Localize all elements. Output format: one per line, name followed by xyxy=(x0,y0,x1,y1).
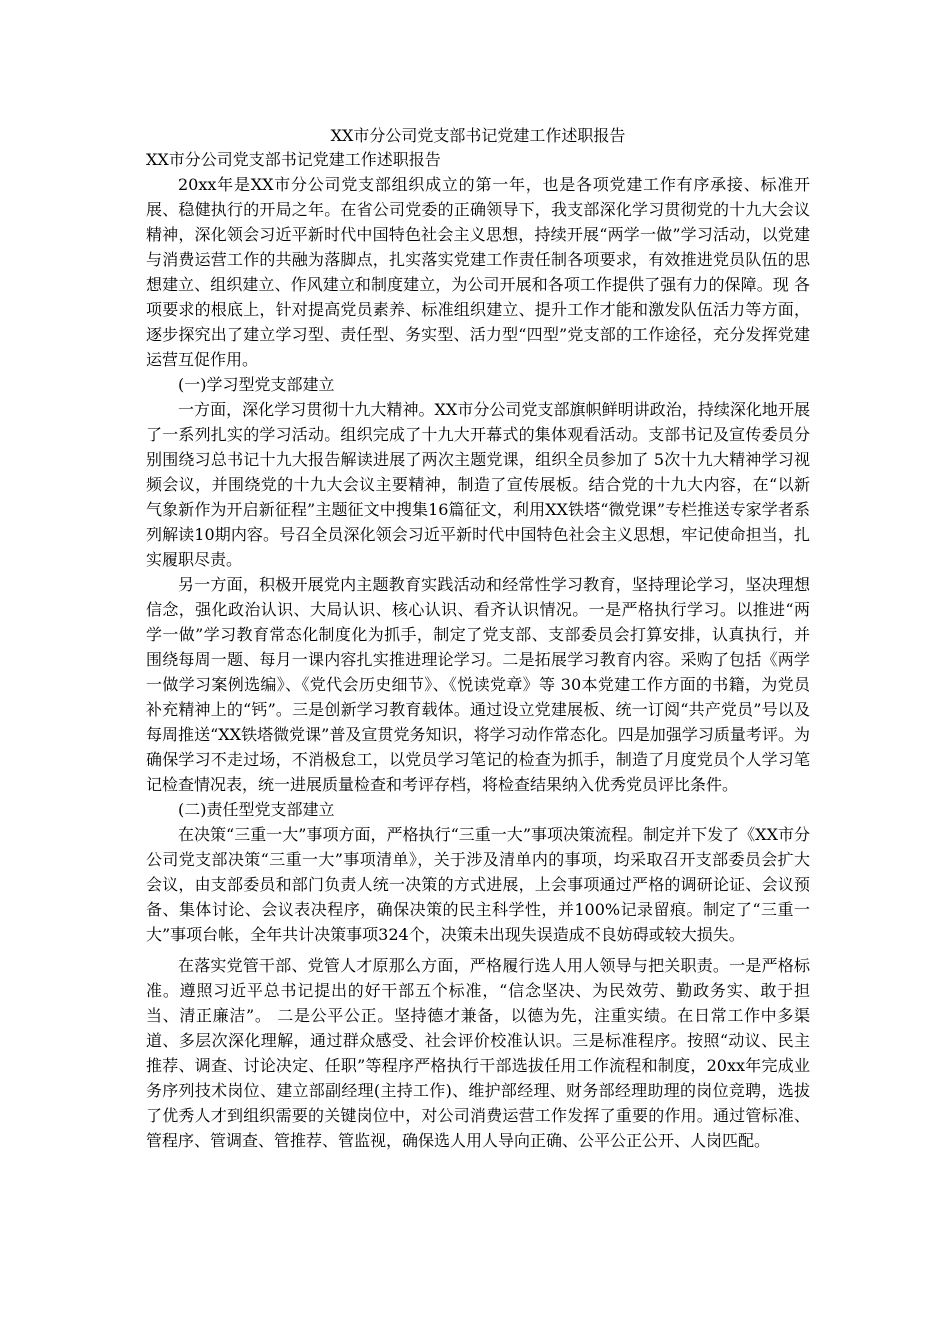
section-heading-responsibility: (二)责任型党支部建立 xyxy=(178,800,335,819)
document-title: XX市分公司党支部书记党建工作述职报告 xyxy=(330,126,626,145)
section-heading-learning: (一)学习型党支部建立 xyxy=(178,375,335,394)
learning-paragraph-2: 另一方面，积极开展党内主题教育实践活动和经常性学习教育，坚持理论学习，坚决理想信念，强化政治认识、大局认识、核心认识、看齐认识情况。一是严格执行学习。以推进“两学一做”学习教育常态化制度化为抓手，制定了党支部、支部委员会打算安排，认真执行，并围绕每周一题、每月一课内容扎实推进理论学习。二是拓展学习教育内容。采购了包括《两学一做学习案例选编》、《党代会历史细节》、《悦读党章》等 30本党建工作方面的书籍，为党员补充精神上的“钙”。三是创新学习教育载体。通过设立党建展板、统一订阅“共产党员”号以及每周推送“XX铁塔微党课”普及宣贯党务知识，将学习动作常态化。四是加强学习质量考评。为确保学习不走过场，不消极怠工，以党员学习笔记的检查为抓手，制造了月度党员个人学习笔记检查情况表，统一进展质量检查和考评存档，将检查结果纳入优秀党员评比条件。 xyxy=(146,575,810,794)
responsibility-paragraph-2: 在落实党管干部、党管人才原那么方面，严格履行选人用人领导与把关职责。一是严格标准。遵照习近平总书记提出的好干部五个标准，“信念坚决、为民效劳、勤政务实、敢于担当、清正廉洁”。 二是公平公正。坚持德才兼备，以德为先，注重实绩。在日常工作中多渠道、多层次深化理解，通过群众感受、社会评价校准认识。三是标准程序。按照“动议、民主推荐、调查、讨论决定、任职”等程序严格执行干部选拔任用工作流程和制度，20xx年完成业务序列技术岗位、建立部副经理(主持工作)、维护部经理、财务部经理助理的岗位竞聘，选拔了优秀人才到组织需要的关键岗位中，对公司消费运营工作发挥了重要的作用。通过管标准、管程序、管调查、管推荐、管监视，确保选人用人导向正确、公平公正公开、人岗匹配。 xyxy=(146,956,810,1150)
document-page xyxy=(146,124,810,1153)
learning-paragraph-1: 一方面，深化学习贯彻十九大精神。XX市分公司党支部旗帜鲜明讲政治，持续深化地开展了一系列扎实的学习活动。组织完成了十九大开幕式的集体观看活动。支部书记及宣传委员分别围绕习总书记十九大报告解读进展了两次主题党课，组织全员参加了 5次十九大精神学习视频会议，并围绕党的十九大会议主要精神，制造了宣传展板。结合党的十九大内容，在“以新气象新作为开启新征程”主题征文中搜集16篇征文，利用XX铁塔“微党课”专栏推送专家学者系列解读10期内容。号召全员深化领会习近平新时代中国特色社会主义思想，牢记使命担当，扎实履职尽责。 xyxy=(146,400,810,569)
intro-paragraph: 20xx年是XX市分公司党支部组织成立的第一年，也是各项党建工作有序承接、标准开展、稳健执行的开局之年。在省公司党委的正确领导下，我支部深化学习贯彻党的十九大会议精神，深化领会习近平新时代中国特色社会主义思想，持续开展“两学一做”学习活动，以党建与消费运营工作的共融为落脚点，扎实落实党建工作责任制各项要求，有效推进党员队伍的思想建立、组织建立、作风建立和制度建立，为公司开展和各项工作提供了强有力的保障。现 各项要求的根底上，针对提高党员素养、标准组织建立、提升工作才能和激发队伍活力等方面，逐步探究出了建立学习型、责任型、务实型、活力型“四型”党支部的工作途径，充分发挥党建运营互促作用。 xyxy=(146,175,810,369)
document-subtitle: XX市分公司党支部书记党建工作述职报告 xyxy=(146,150,441,169)
responsibility-paragraph-1: 在决策“三重一大”事项方面，严格执行“三重一大”事项决策流程。制定并下发了《XX市分公司党支部决策“三重一大”事项清单》，关于涉及清单内的事项，均采取召开支部委员会扩大会议，由支部委员和部门负责人统一决策的方式进展，上会事项通过严格的调研论证、会议预备、集体讨论、会议表决程序，确保决策的民主科学性，并100%记录留痕。制定了“三重一大”事项台帐，全年共计决策事项324个，决策未出现失误造成不良妨碍或较大损失。 xyxy=(146,825,810,944)
